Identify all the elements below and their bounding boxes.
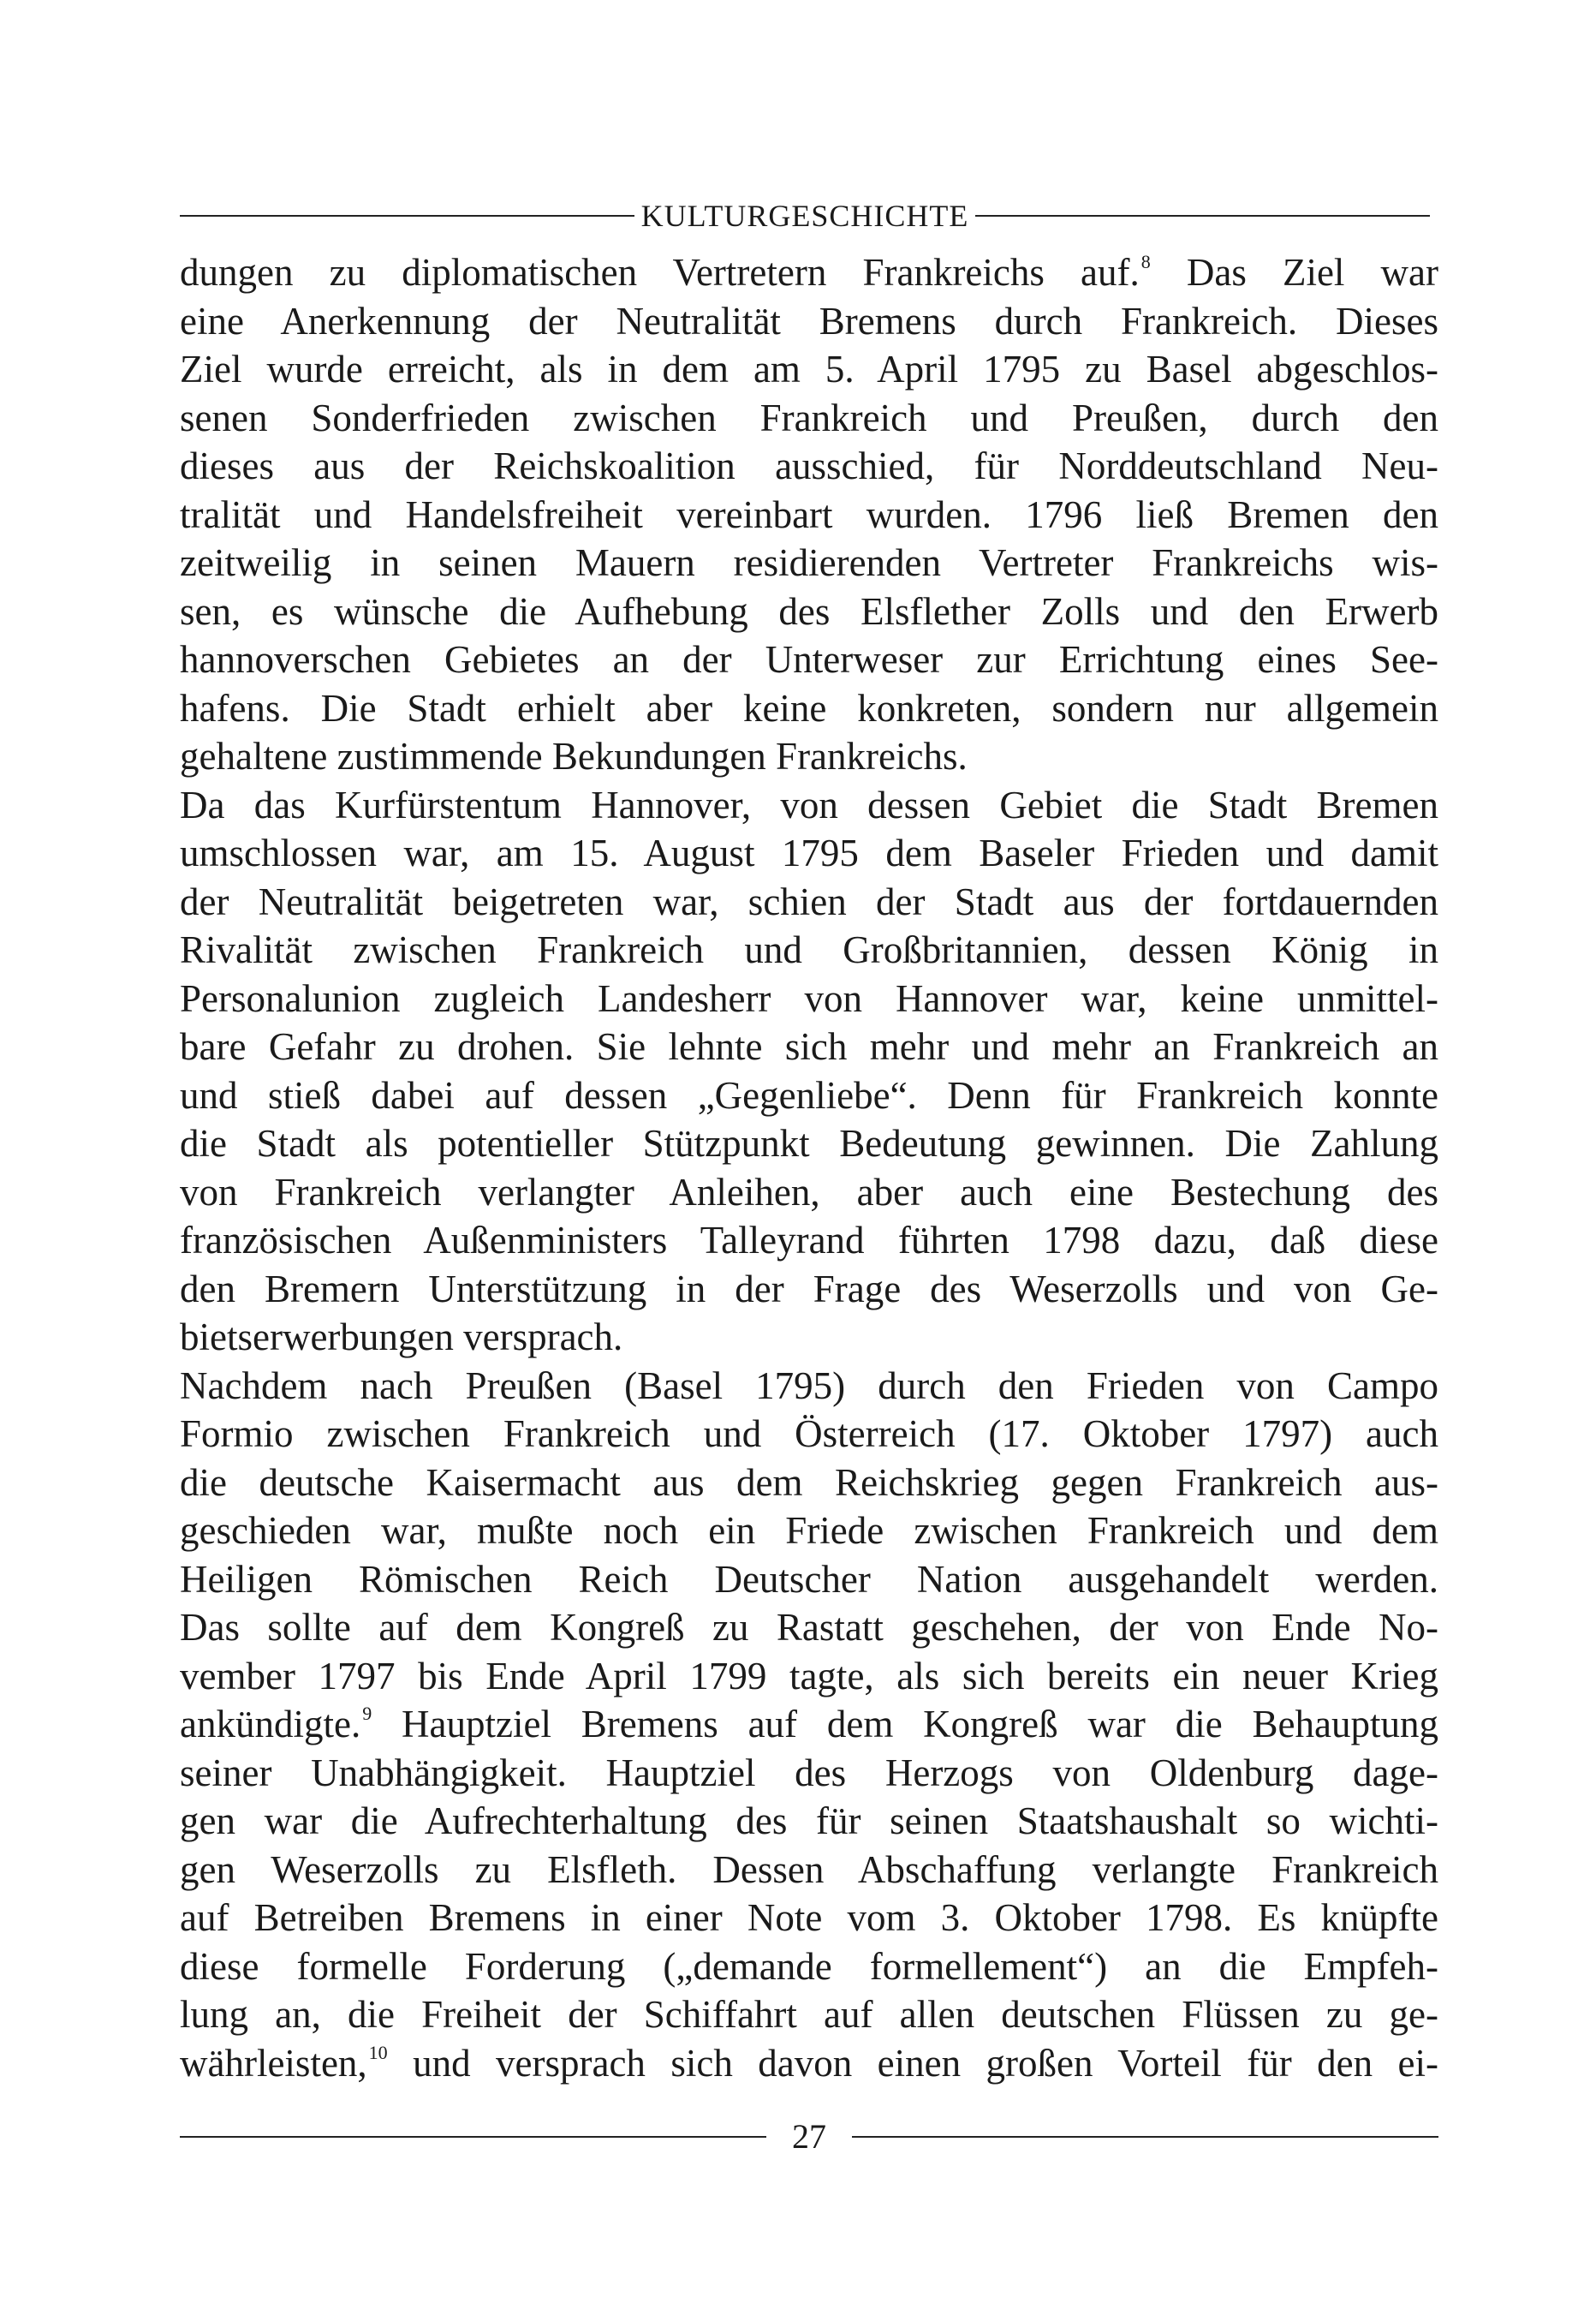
text-line — [180, 442, 1438, 491]
text-line — [180, 588, 1438, 636]
text-line-content: senen Sonderfrieden zwischen Frankreich und Preußen, durch den — [180, 396, 1438, 439]
text-line — [180, 297, 1438, 346]
running-header — [180, 190, 1430, 242]
text-line-content: dieses aus der Reichskoalition ausschied, für Norddeutschland Neu- — [180, 444, 1438, 487]
text-line — [180, 1023, 1438, 1071]
body-text — [180, 248, 1438, 2087]
text-line — [180, 1507, 1438, 1555]
text-line-content: eine Anerkennung der Neutralität Bremens durch Frankreich. Dieses — [180, 299, 1438, 343]
text-line — [180, 1894, 1438, 1942]
text-line-content: umschlossen war, am 15. August 1795 dem Baseler Frieden und damit — [180, 832, 1438, 874]
text-line-content: Rivalität zwischen Frankreich und Großbritannien, dessen König in — [180, 928, 1438, 971]
text-line-content: seiner Unabhängigkeit. Hauptziel des Herzogs von Oldenburg dage- — [180, 1751, 1438, 1794]
text-line — [180, 1603, 1438, 1652]
text-line-content: Formio zwischen Frankreich und Österreich (17. Oktober 1797) auch — [180, 1412, 1438, 1455]
text-line-content: ankündigte. — [180, 1703, 361, 1745]
text-line-content: bietserwerbungen versprach. — [180, 1316, 623, 1358]
footnote-marker: 8 — [1140, 251, 1151, 272]
text-line-content: den Bremern Unterstützung in der Frage des Weserzolls und von Ge- — [180, 1267, 1438, 1310]
text-line-content: Da das Kurfürstentum Hannover, von dessen Gebiet die Stadt Bremen — [180, 783, 1438, 826]
text-line — [180, 1071, 1438, 1120]
text-line — [180, 781, 1438, 830]
text-line — [180, 394, 1438, 443]
text-line — [180, 732, 1438, 781]
text-line-content: gehaltene zustimmende Bekundungen Frankreichs. — [180, 735, 968, 778]
text-line-content: Nachdem nach Preußen (Basel 1795) durch den Frieden von Campo — [180, 1363, 1438, 1407]
text-line — [180, 635, 1438, 684]
page-number: 27 — [792, 2117, 826, 2156]
text-line-content: die deutsche Kaisermacht aus dem Reichskrieg gegen Frankreich aus- — [180, 1460, 1438, 1504]
text-line-content: und stieß dabei auf dessen „Gegenliebe“. Denn für Frankreich konnte — [180, 1073, 1438, 1117]
text-line-continuation: und versprach sich davon einen großen Vorteil für den ei- — [387, 2041, 1438, 2085]
text-line — [180, 248, 1438, 297]
text-line — [180, 1168, 1438, 1217]
text-line — [180, 1846, 1438, 1894]
text-line-continuation: Das Ziel war — [1150, 251, 1438, 294]
header-rule-left — [180, 215, 634, 217]
page-footer — [180, 2107, 1438, 2167]
text-line — [180, 1797, 1438, 1846]
text-line-content: bare Gefahr zu drohen. Sie lehnte sich mehr und mehr an Frankreich an — [180, 1025, 1438, 1068]
text-line — [180, 2039, 1438, 2088]
text-line-content: Das sollte auf dem Kongreß zu Rastatt geschehen, der von Ende No- — [180, 1606, 1438, 1649]
text-line — [180, 1749, 1438, 1798]
text-line-content: zeitweilig in seinen Mauern residierenden Vertreter Frankreichs wis- — [180, 541, 1438, 584]
footer-rule-left — [180, 2136, 766, 2138]
text-line-content: gen Weserzolls zu Elsfleth. Dessen Abschaffung verlangte Frankreich — [180, 1847, 1438, 1891]
header-rule-right — [975, 215, 1430, 217]
text-line — [180, 1410, 1438, 1459]
text-line-content: Personalunion zugleich Landesherr von Hannover war, keine unmittel- — [180, 976, 1438, 1020]
text-line-content: Heiligen Römischen Reich Deutscher Nation ausgehandelt werden. — [180, 1557, 1438, 1601]
text-line-content: hafens. Die Stadt erhielt aber keine konkreten, sondern nur allgemein — [180, 686, 1438, 730]
text-line-content: vember 1797 bis Ende April 1799 tagte, als sich bereits ein neuer Krieg — [180, 1654, 1438, 1697]
text-line — [180, 539, 1438, 588]
footnote-marker: 10 — [368, 2041, 388, 2063]
text-line-content: hannoverschen Gebietes an der Unterweser zur Errichtung eines See- — [180, 638, 1438, 681]
text-line-content: dungen zu diplomatischen Vertretern Frankreichs auf. — [180, 251, 1140, 294]
footer-rule-right — [852, 2136, 1438, 2138]
text-line-content: der Neutralität beigetreten war, schien der Stadt aus der fortdauernden — [180, 880, 1438, 923]
text-line — [180, 975, 1438, 1023]
footnote-marker: 9 — [362, 1703, 372, 1724]
text-line-continuation: Hauptziel Bremens auf dem Kongreß war die Behauptung — [372, 1703, 1438, 1745]
text-line — [180, 926, 1438, 975]
text-line-content: sen, es wünsche die Aufhebung des Elsflether Zolls und den Erwerb — [180, 589, 1438, 633]
text-line — [180, 1555, 1438, 1604]
text-line-content: die Stadt als potentieller Stützpunkt Bedeutung gewinnen. Die Zahlung — [180, 1122, 1438, 1165]
text-line — [180, 1459, 1438, 1507]
text-line — [180, 1652, 1438, 1701]
text-line-content: lung an, die Freiheit der Schiffahrt auf allen deutschen Flüssen zu ge- — [180, 1993, 1438, 2036]
text-line — [180, 1362, 1438, 1411]
text-line — [180, 829, 1438, 878]
text-line — [180, 684, 1438, 733]
text-line-content: tralität und Handelsfreiheit vereinbart wurden. 1796 ließ Bremen den — [180, 492, 1438, 536]
text-line — [180, 345, 1438, 394]
text-line-content: französischen Außenministers Talleyrand führten 1798 dazu, daß diese — [180, 1219, 1438, 1262]
text-line — [180, 1216, 1438, 1265]
text-line-content: währleisten, — [180, 2041, 367, 2085]
text-line — [180, 1942, 1438, 1991]
text-line-content: geschieden war, mußte noch ein Friede zwischen Frankreich und dem — [180, 1509, 1438, 1552]
text-line-content: gen war die Aufrechterhaltung des für seinen Staatshaushalt so wichti- — [180, 1799, 1438, 1842]
text-line — [180, 1265, 1438, 1314]
text-line — [180, 1313, 1438, 1362]
text-line-content: auf Betreiben Bremens in einer Note vom 3. Oktober 1798. Es knüpfte — [180, 1896, 1438, 1939]
text-line — [180, 878, 1438, 927]
header-title: KULTURGESCHICHTE — [640, 199, 969, 233]
text-line — [180, 1700, 1438, 1749]
text-line — [180, 1990, 1438, 2039]
text-line-content: diese formelle Forderung („demande formellement“) an die Empfeh- — [180, 1944, 1438, 1988]
text-line-content: Ziel wurde erreicht, als in dem am 5. April 1795 zu Basel abgeschlos- — [180, 348, 1438, 391]
text-line — [180, 491, 1438, 540]
text-line — [180, 1119, 1438, 1168]
text-line-content: von Frankreich verlangter Anleihen, aber auch eine Bestechung des — [180, 1170, 1438, 1214]
